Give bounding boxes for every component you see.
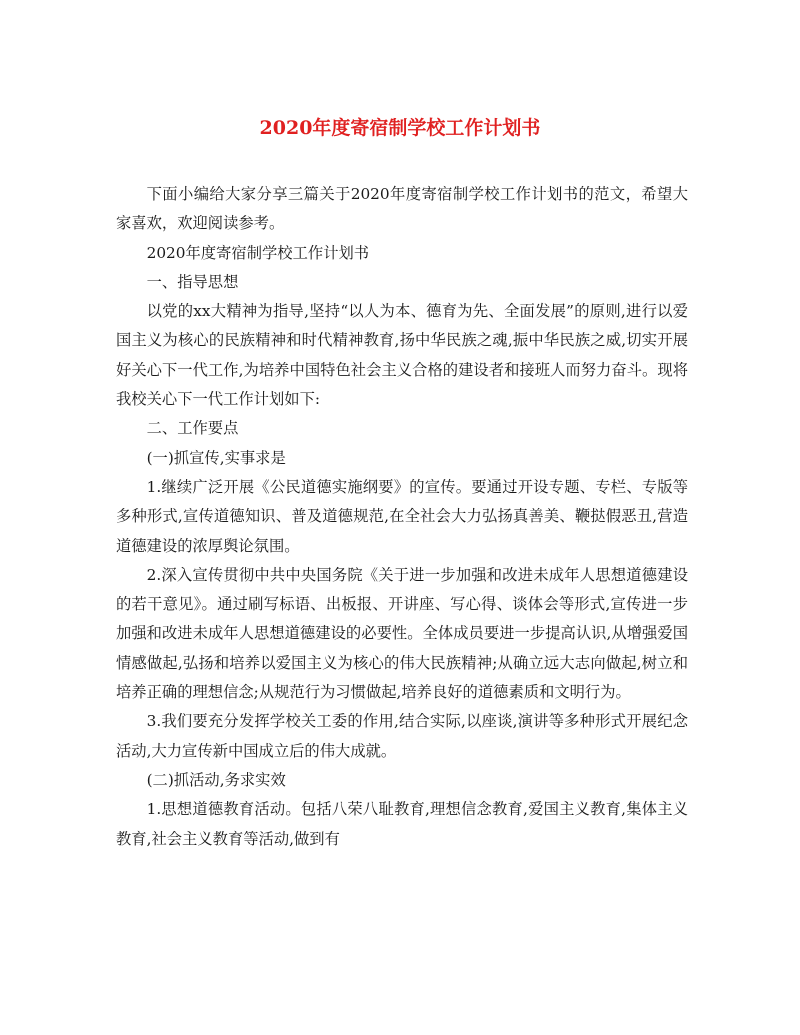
publicity-item-3: 3.我们要充分发挥学校关工委的作用,结合实际,以座谈,演讲等多种形式开展纪念活动,大力宣传新中国成立后的伟大成就。 — [116, 712, 688, 760]
document-title: 2020年度寄宿制学校工作计划书 — [259, 117, 541, 139]
section-heading-guiding-thought: 一、指导思想 — [146, 272, 239, 291]
guiding-thought-paragraph: 以党的xx大精神为指导,坚持“以人为本、德育为先、全面发展”的原则,进行以爱国主义为核心的民族精神和时代精神教育,扬中华民族之魂,振中华民族之威,切实开展好关心下一代工作,为培养中国特色社会主义合格的建设者和接班人而努力奋斗。现将我校关心下一代工作计划如下: — [116, 302, 688, 409]
activities-item-1: 1.思想道德教育活动。包括八荣八耻教育,理想信念教育,爱国主义教育,集体主义教育,社会主义教育等活动,做到有 — [116, 800, 688, 848]
subsection-heading-publicity: (一)抓宣传,实事求是 — [146, 448, 286, 467]
publicity-item-2: 2.深入宣传贯彻中共中央国务院《关于进一步加强和改进未成年人思想道德建设的若干意见》。通过刷写标语、出板报、开讲座、写心得、谈体会等形式,宣传进一步加强和改进未成年人思想道德建设的必要性。全体成员要进一步提高认识,从增强爱国情感做起,弘扬和培养以爱国主义为核心的伟大民族精神;从确立远大志向做起,树立和培养正确的理想信念;从规范行为习惯做起,培养良好的道德素质和文明行为。 — [116, 565, 688, 702]
document-body — [116, 180, 688, 854]
subtitle-paragraph: 2020年度寄宿制学校工作计划书 — [146, 243, 370, 262]
section-heading-work-points: 二、工作要点 — [146, 419, 239, 438]
subsection-heading-activities: (二)抓活动,务求实效 — [146, 770, 286, 789]
publicity-item-1: 1.继续广泛开展《公民道德实施纲要》的宣传。要通过开设专题、专栏、专版等多种形式,宣传道德知识、普及道德规范,在全社会大力弘扬真善美、鞭挞假恶丑,营造道德建设的浓厚舆论氛围。 — [116, 477, 688, 555]
intro-paragraph: 下面小编给大家分享三篇关于2020年度寄宿制学校工作计划书的范文，希望大家喜欢，欢迎阅读参考。 — [116, 185, 688, 233]
